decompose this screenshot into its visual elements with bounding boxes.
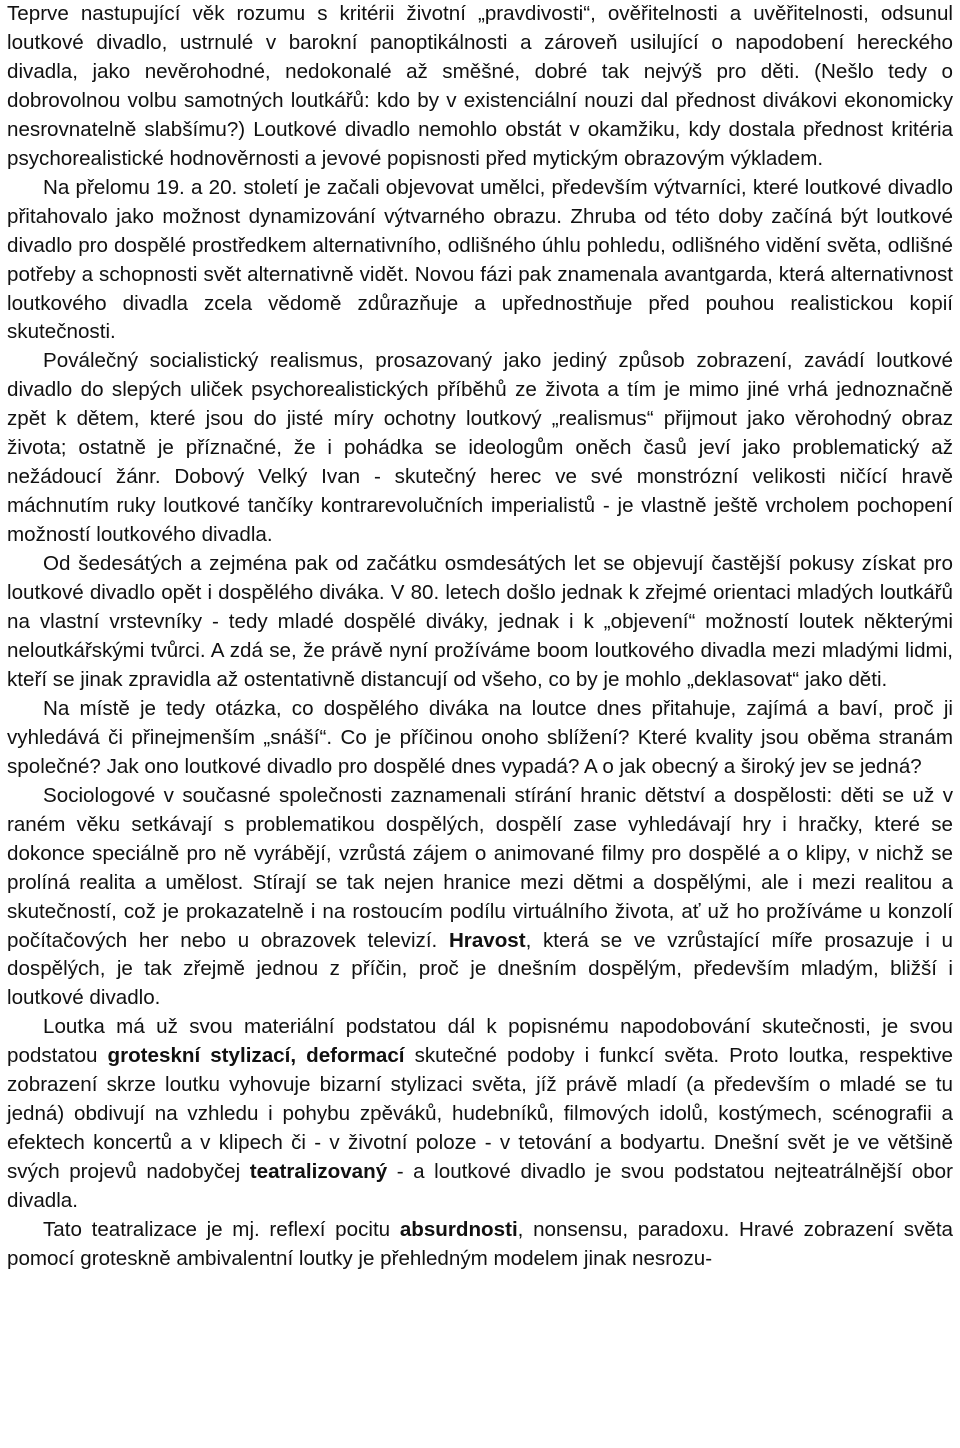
paragraph-6: [7, 782, 953, 1014]
paragraph-text: Sociologové v současné společnosti zaznamenali stírání hranic dětství a dospělosti: děti se už v raném věku setkávají s problematikou dospělých, dospělí zase vyhledávají hry i hračky, které se dokonce speciálně pro ně vyrábějí, vzrůstá zájem o animované filmy pro dospělé a o klipy, v nichž se prolíná realita a umělost. Stírají se tak nejen hranice mezi dětmi a dospělými, ale i mezi realitou a skutečností, což je prokazatelně i na rostoucím podílu virtuálního života, ať už ho prožíváme u konzolí počítačových her nebo u obrazovek televizí.: [7, 783, 953, 952]
paragraph-7: [7, 1013, 953, 1216]
paragraph-text: - a loutkové divadlo je svou podstatou nejteatrálnější obor divadla.: [7, 1160, 953, 1213]
emphasized-text: absurdnosti: [399, 1218, 518, 1242]
paragraph-text: Od šedesátých a zejména pak od začátku osmdesátých let se objevují častější pokusy získat pro loutkové divadlo opět i dospělého diváka. V 80. letech došlo jednak k zřejmé orientaci mladých loutkářů na vlastní vrstevníky - tedy mladé dospělé diváky, jednak i k „objevení“ možností loutek některými neloutkářskými tvůrci. A zdá se, že právě nyní prožíváme boom loutkového divadla mezi mladými lidmi, kteří se jinak zpravidla až ostentativně distancují od všeho, co by je mohlo „deklasovat“ jako děti.: [7, 552, 953, 691]
document-page: [7, 0, 953, 1274]
paragraph-text: Na místě je tedy otázka, co dospělého diváka na loutce dnes přitahuje, zajímá a baví, proč ji vyhledává či přinejmenším „snáší“. Co je příčinou onoho sblížení? Které kvality jsou oběma stranám společné? Jak ono loutkové divadlo pro dospělé dnes vypadá? A o jak obecný a široký jev se jedná?: [7, 696, 953, 778]
emphasized-text: teatralizovaný: [249, 1160, 388, 1184]
paragraph-text: Loutka má už svou materiální podstatou dál k popisnému napodobování skutečnosti, je svou podstatou: [7, 1015, 953, 1068]
paragraph-3: [7, 347, 953, 550]
paragraph-text: Poválečný socialistický realismus, prosazovaný jako jediný způsob zobrazení, zavádí loutkové divadlo do slepých uliček psychorealistických příběhů ze života a tím je mimo jiné vrhá jednoznačně zpět k dětem, které jsou do jisté míry ochotny loutkový „realismus“ přijmout jako věrohodný obraz života; ostatně je příznačné, že i pohádka se ideologům oněch časů jeví jako problematický až nežádoucí žánr. Dobový Velký Ivan - skutečný herec ve své monstrózní velikosti ničící hravě máchnutím ruky loutkové tančíky kontrarevolučních imperialistů - je vlastně ještě vrcholem pochopení možností loutkového divadla.: [7, 349, 953, 547]
paragraph-text: , která se ve vzrůstající míře prosazuje i u dospělých, je tak zřejmě jednou z příčin, proč je dnešním dospělým, především mladým, bližší i loutkové divadlo.: [7, 928, 953, 1010]
paragraph-text: skutečné podoby i funkcí světa. Proto loutka, respektive zobrazení skrze loutku vyhovuje bizarní stylizaci světa, jíž právě mladí (a především o mladé se tu jedná) obdivují na vzhledu i pohybu zpěváků, hudebníků, filmových idolů, kostýmech, scénografii a efektech koncertů a v klipech či - v životní poloze - v tetování a bodyartu. Dnešní svět je ve většině svých projevů nadobyčej: [7, 1044, 954, 1184]
paragraph-5: [7, 695, 953, 782]
paragraph-text: Tato teatralizace je mj. reflexí pocitu: [43, 1218, 400, 1242]
paragraph-text: Na přelomu 19. a 20. století je začali objevovat umělci, především výtvarníci, které loutkové divadlo přitahovalo jako možnost dynamizování výtvarného obrazu. Zhruba od této doby začíná být loutkové divadlo pro dospělé prostředkem alternativního, odlišného úhlu pohledu, odlišného vidění světa, odlišné potřeby a schopnosti svět alternativně vidět. Novou fázi pak znamenala avantgarda, která alternativnost loutkového divadla zcela vědomě zdůrazňuje a upřednostňuje před pouhou realistickou kopií skutečnosti.: [7, 175, 953, 344]
paragraph-1: [7, 0, 953, 174]
paragraph-text: , nonsensu, paradoxu. Hravé zobrazení světa pomocí groteskně ambivalentní loutky je přehledným modelem jinak nesrozu-: [7, 1218, 953, 1270]
paragraph-text: Teprve nastupující věk rozumu s kritérii životní „pravdivosti“, ověřitelnosti a uvěřitelnosti, odsunul loutkové divadlo, ustrnulé v barokní panoptikálnosti a zároveň usilující o napodobení hereckého divadla, jako nevěrohodné, nedokonalé až směšné, dobré tak nejvýš pro děti. (Nešlo tedy o dobrovolnou volbu samotných loutkářů: kdo by v existenciální nouzi dal přednost divákovi ekonomicky nesrovnatelně slabšímu?) Loutkové divadlo nemohlo obstát v okamžiku, kdy dostala přednost kritéria psychorealistické hodnověrnosti a jevové popisnosti před mytickým obrazovým výkladem.: [7, 2, 953, 170]
paragraph-2: [7, 174, 953, 348]
emphasized-text: Hravost: [448, 928, 526, 952]
paragraph-8: [7, 1216, 953, 1274]
emphasized-text: groteskní stylizací, deformací: [107, 1044, 405, 1068]
paragraph-4: [7, 550, 953, 695]
